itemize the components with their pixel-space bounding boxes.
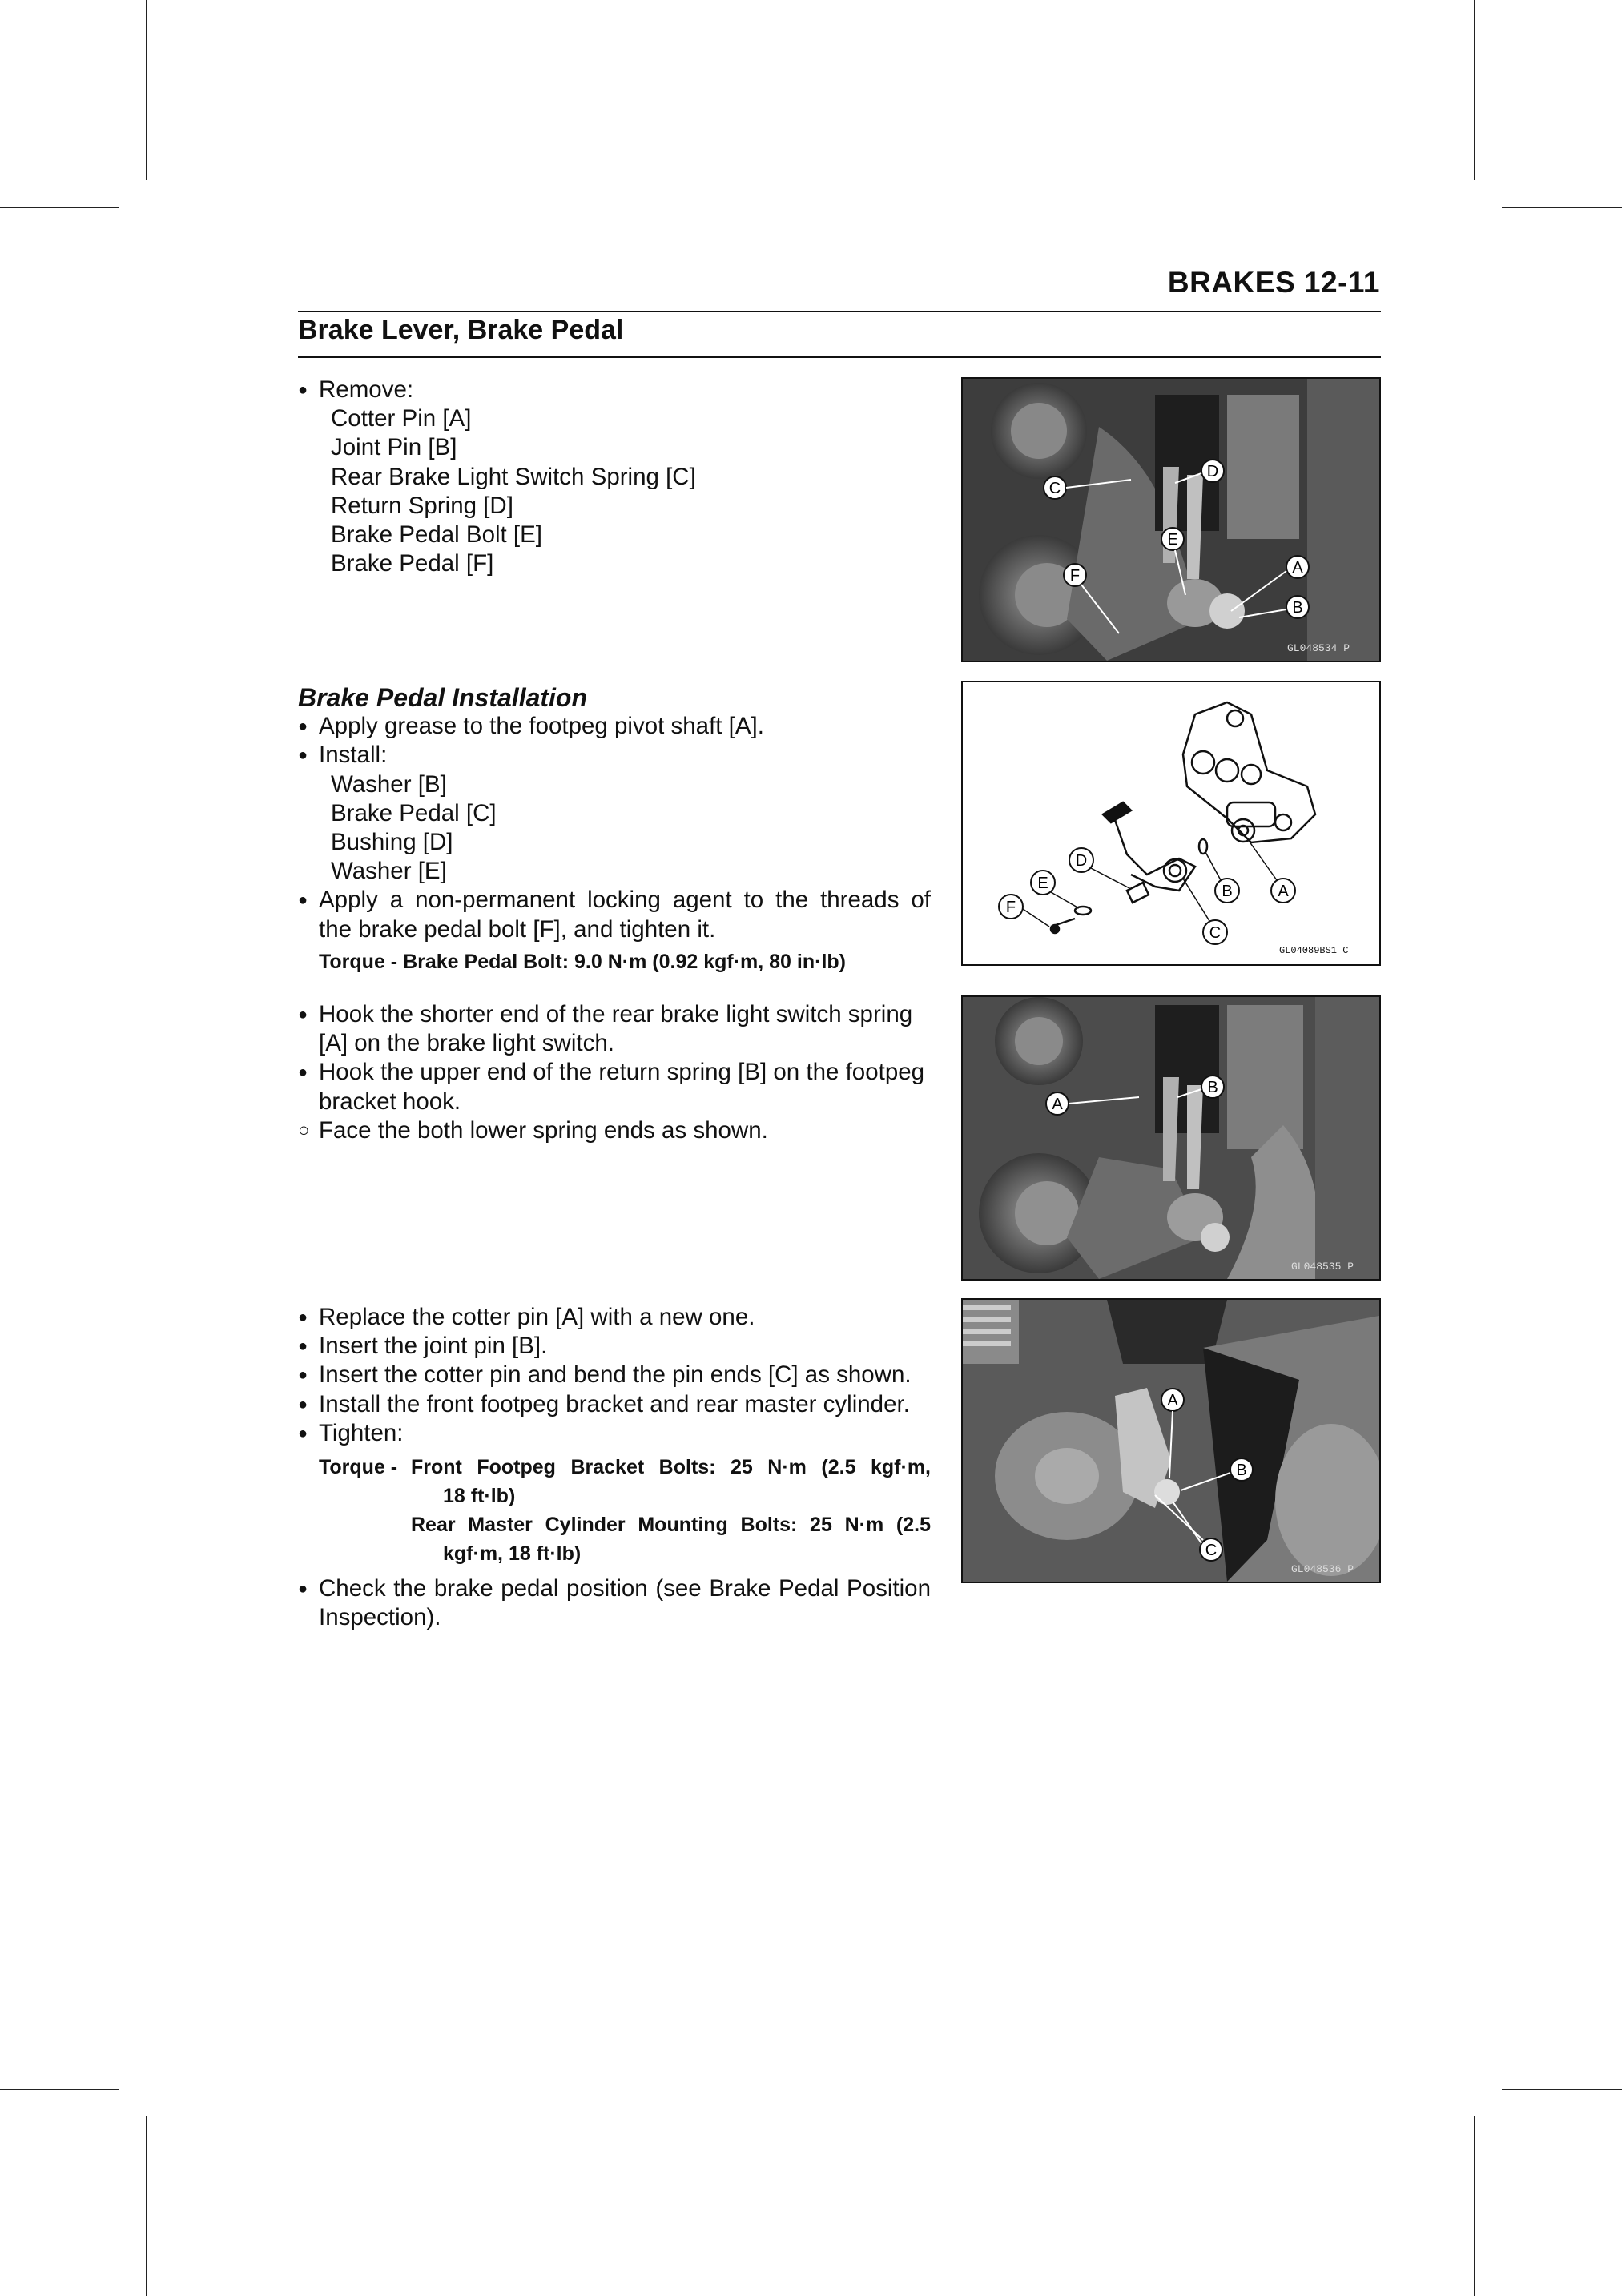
cotter-step: ● Insert the cotter pin and bend the pin ends [C] as shown.	[298, 1361, 931, 1389]
torque-label: Torque -	[319, 1456, 398, 1479]
spring-steps	[298, 1000, 931, 1145]
section-title: Brake Lever, Brake Pedal	[298, 315, 624, 345]
installation-steps	[298, 683, 931, 976]
svg-text:C: C	[1209, 924, 1222, 942]
svg-text:D: D	[1075, 852, 1088, 870]
photo-illustration	[963, 379, 1379, 661]
installation-step: ● Apply grease to the footpeg pivot shaft [A].	[298, 712, 931, 741]
figure-installation-diagram	[961, 681, 1381, 966]
crop-mark	[0, 2089, 119, 2090]
crop-mark	[1502, 2089, 1622, 2090]
figure-code: GL04089BS1 C	[1279, 945, 1349, 956]
spring-step-cont: [A] on the brake light switch.	[319, 1030, 614, 1057]
torque-spec: kgf·m, 18 ft·lb)	[443, 1542, 582, 1566]
svg-text:F: F	[1069, 567, 1081, 585]
install-item: Brake Pedal [C]	[331, 799, 497, 826]
crop-mark	[0, 207, 119, 208]
removal-bullet: ● Remove:	[298, 376, 931, 404]
spring-note: ○ Face the both lower spring ends as shown.	[298, 1116, 931, 1145]
installation-step-cont: the brake pedal bolt [F], and tighten it.	[319, 915, 716, 943]
installation-step: ● Apply a non-permanent locking agent to the threads of	[298, 886, 931, 915]
torque-spec-group	[298, 1453, 931, 1570]
figure-removal-photo	[961, 377, 1381, 662]
crop-mark	[1474, 2116, 1475, 2296]
install-item: Washer [B]	[331, 770, 447, 798]
torque-spec: 18 ft·lb)	[443, 1485, 516, 1508]
spring-step: ● Hook the shorter end of the rear brake light switch spring	[298, 1000, 931, 1029]
figure-cotter-photo	[961, 1298, 1381, 1583]
removal-item: Cotter Pin [A]	[331, 405, 472, 432]
spring-step-cont: bracket hook.	[319, 1088, 461, 1115]
cotter-step: ● Install the front footpeg bracket and rear master cylinder.	[298, 1390, 931, 1419]
cotter-steps	[298, 1303, 931, 1632]
cotter-step: ● Tighten:	[298, 1419, 931, 1448]
svg-text:C: C	[1048, 480, 1061, 497]
spring-step: ● Hook the upper end of the return spring [B] on the footpeg	[298, 1058, 931, 1087]
removal-item: Rear Brake Light Switch Spring [C]	[331, 463, 696, 490]
photo-illustration	[963, 1300, 1379, 1582]
installation-heading: Brake Pedal Installation	[298, 683, 588, 712]
figure-code: GL048535 P	[1291, 1261, 1354, 1273]
removal-item: Brake Pedal Bolt [E]	[331, 521, 543, 549]
removal-steps	[298, 376, 931, 578]
section-rule	[298, 356, 1381, 358]
torque-spec: Rear Master Cylinder Mounting Bolts: 25 N·m (2.5	[411, 1514, 931, 1537]
installation-step: ● Install:	[298, 741, 931, 770]
cotter-step: ● Insert the joint pin [B].	[298, 1332, 931, 1361]
crop-mark	[146, 2116, 147, 2296]
cotter-step: ● Check the brake pedal position (see Brake Pedal Position	[298, 1574, 931, 1603]
page-header: BRAKES 12-11	[1167, 266, 1380, 299]
torque-spec: Front Footpeg Bracket Bolts: 25 N·m (2.5 kgf·m,	[411, 1456, 931, 1479]
cotter-step: ● Replace the cotter pin [A] with a new one.	[298, 1303, 931, 1332]
svg-text:A: A	[1292, 559, 1303, 577]
svg-text:F: F	[1005, 899, 1016, 916]
svg-text:A: A	[1167, 1392, 1178, 1409]
svg-text:A: A	[1052, 1096, 1063, 1113]
install-item: Bushing [D]	[331, 829, 453, 856]
torque-spec: Torque - Brake Pedal Bolt: 9.0 N·m (0.92 kgf·m, 80 in·lb)	[319, 950, 846, 973]
svg-text:B: B	[1222, 883, 1233, 900]
svg-text:E: E	[1037, 875, 1048, 892]
diagram-illustration	[963, 682, 1379, 964]
crop-mark	[1502, 207, 1622, 208]
svg-text:B: B	[1207, 1079, 1218, 1096]
removal-item: Joint Pin [B]	[331, 434, 457, 461]
svg-text:B: B	[1236, 1462, 1247, 1479]
svg-text:C: C	[1205, 1542, 1218, 1559]
photo-illustration	[963, 997, 1379, 1279]
cotter-step-cont: Inspection).	[319, 1604, 441, 1631]
figure-spring-photo	[961, 995, 1381, 1281]
svg-text:A: A	[1278, 883, 1289, 900]
svg-text:D: D	[1206, 463, 1219, 481]
install-item: Washer [E]	[331, 858, 447, 885]
figure-code: GL048536 P	[1291, 1563, 1354, 1575]
header-rule	[298, 311, 1381, 312]
svg-text:E: E	[1167, 531, 1178, 549]
removal-item: Return Spring [D]	[331, 492, 513, 519]
crop-mark	[1474, 0, 1475, 180]
crop-mark	[146, 0, 147, 180]
figure-code: GL048534 P	[1287, 642, 1350, 654]
svg-text:B: B	[1292, 599, 1303, 617]
removal-item: Brake Pedal [F]	[331, 550, 494, 577]
